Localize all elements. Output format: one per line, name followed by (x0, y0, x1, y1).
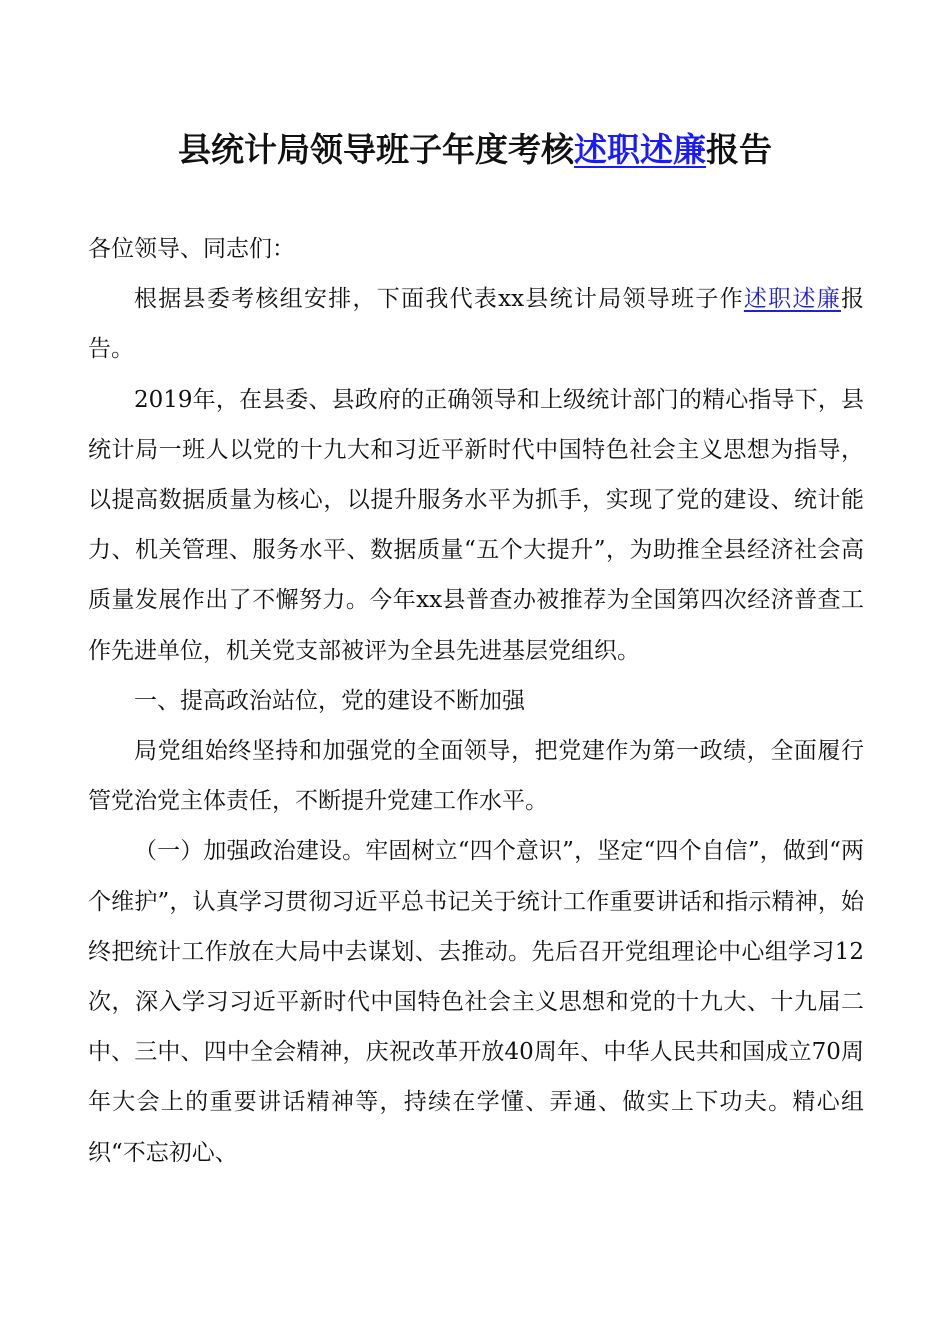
paragraph-party-building: 局党组始终坚持和加强党的全面领导，把党建作为第一政绩，全面履行管党治党主体责任，不断提升党建工作水平。 (88, 738, 864, 815)
paragraph-political-construction: （一）加强政治建设。牢固树立“四个意识”，坚定“四个自信”，做到“两个维护”，认真学习贯彻习近平总书记关于统计工作重要讲话和指示精神，始终把统计工作放在大局中去谋划、去推动。先后召开党组理论中心组学习12次，深入学习习近平新时代中国特色社会主义思想和党的十九大、十九届二中、三中、四中全会精神，庆祝改革开放40周年、中华人民共和国成立70周年大会上的重要讲话精神等，持续在学懂、弄通、做实上下功夫。精心组织“不忘初心、 (88, 838, 864, 1166)
document-body (88, 224, 864, 1178)
paragraph-intro-text: 根据县委考核组安排，下面我代表xx县统计局领导班子作 (134, 286, 744, 313)
title-suffix: 报告 (706, 130, 772, 169)
title-link[interactable]: 述职述廉 (574, 130, 706, 169)
inline-link[interactable]: 述职述廉 (743, 286, 842, 313)
title-text: 县统计局领导班子年度考核 (178, 130, 574, 169)
document-title (0, 122, 950, 178)
section-heading: 一、提高政治站位，党的建设不断加强 (134, 687, 525, 714)
salutation: 各位领导、同志们： (88, 236, 295, 262)
paragraph-intro (88, 274, 864, 374)
paragraph-intro-suffix: 报告。 (88, 286, 865, 363)
paragraph-summary: 2019年，在县委、县政府的正确领导和上级统计部门的精心指导下，县统计局一班人以党的十九大和习近平新时代中国特色社会主义思想为指导，以提高数据质量为核心，以提升服务水平为抓手，实现了党的建设、统计能力、机关管理、服务水平、数据质量“五个大提升”，为助推全县经济社会高质量发展作出了不懈努力。今年xx县普查办被推荐为全国第四次经济普查工作先进单位，机关党支部被评为全县先进基层党组织。 (88, 386, 864, 664)
